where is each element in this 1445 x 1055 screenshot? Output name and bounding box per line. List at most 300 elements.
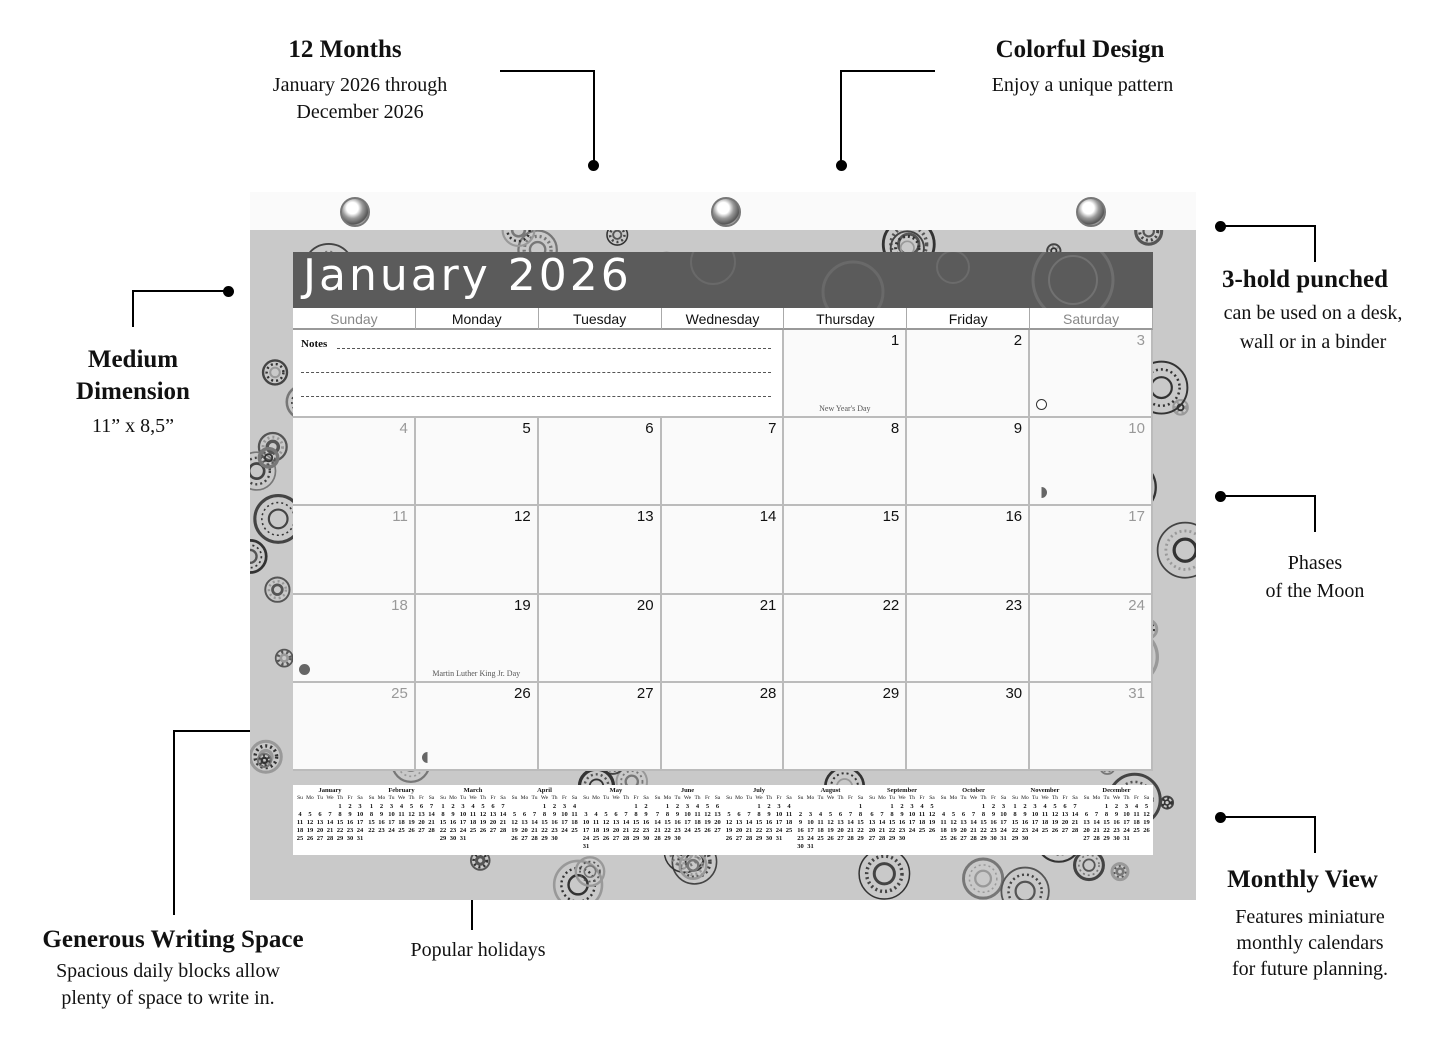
mini-day: 11 (398, 811, 405, 818)
mini-day: 15 (857, 819, 864, 826)
mini-day: 15 (632, 819, 640, 826)
mini-calendar-week (581, 835, 651, 843)
day-cell[interactable] (293, 595, 416, 683)
day-number: 4 (399, 420, 408, 438)
months-callout-dot (588, 160, 599, 171)
mini-day: 23 (642, 827, 650, 834)
pattern-medallion (1112, 864, 1128, 880)
day-number: 20 (636, 596, 654, 614)
mini-day: 8 (858, 811, 863, 818)
mini-weekday: Fr (705, 795, 710, 801)
mini-weekday: We (1112, 795, 1121, 801)
weekday-header: Sunday (293, 308, 416, 330)
mini-day: 15 (439, 819, 447, 826)
mini-day: 14 (326, 819, 334, 826)
day-number: 27 (636, 684, 654, 702)
mini-day: 3 (777, 803, 781, 810)
day-number: 28 (759, 684, 777, 702)
mini-day: 16 (378, 819, 385, 826)
mini-calendar-week (867, 827, 937, 835)
mini-day: 15 (980, 819, 987, 826)
mini-weekday: Su (583, 795, 589, 801)
mini-day (581, 803, 591, 811)
mini-day: 4 (471, 803, 475, 810)
mini-day: 24 (459, 827, 467, 834)
mini-day: 5 (1053, 803, 1057, 810)
mini-day: 16 (765, 819, 773, 826)
mini-calendar-week (653, 827, 723, 835)
mini-day: 11 (296, 819, 304, 826)
mini-day: 20 (1061, 819, 1069, 826)
mini-calendar-week (581, 811, 651, 819)
mini-day (949, 803, 959, 811)
mini-day: 9 (451, 811, 455, 818)
mini-day: 4 (695, 803, 700, 810)
mini-day: 15 (664, 819, 671, 826)
mini-day: 20 (1083, 827, 1090, 834)
mini-day: 15 (336, 819, 344, 826)
mini-day (806, 803, 816, 811)
mini-day: 22 (1011, 827, 1019, 834)
monthly-callout-line-v (1314, 816, 1316, 853)
mini-weekday: Tu (531, 795, 538, 801)
mini-day: 6 (870, 811, 874, 818)
day-cell[interactable] (539, 506, 662, 594)
mini-calendar-week (510, 819, 580, 827)
day-cell[interactable] (907, 506, 1030, 594)
mini-day: 27 (837, 835, 844, 842)
mini-day: 3 (358, 803, 362, 810)
mini-day: 11 (817, 819, 824, 826)
mini-calendar-week (939, 819, 1009, 827)
mini-day: 28 (847, 835, 854, 842)
mini-day: 18 (398, 819, 405, 826)
mini-day: 19 (511, 827, 518, 834)
mini-calendar-week (939, 835, 1009, 843)
day-cell[interactable] (784, 683, 907, 771)
mini-day (621, 803, 631, 811)
mini-day (1040, 835, 1050, 843)
mini-day: 12 (1051, 811, 1059, 818)
mini-day: 2 (348, 803, 352, 810)
mini-day: 24 (582, 835, 590, 842)
mini-calendar (367, 787, 437, 835)
mini-calendar-week (796, 835, 866, 843)
dimension-callout-title-2: Dimension (76, 378, 190, 405)
mini-day: 20 (960, 827, 967, 834)
mini-weekday: Th (479, 795, 487, 801)
mini-day: 16 (642, 819, 650, 826)
day-cell[interactable] (539, 595, 662, 683)
mini-weekday: Fr (991, 795, 996, 801)
mini-calendar-week (724, 811, 794, 819)
day-cell[interactable] (416, 506, 539, 594)
mini-day (325, 803, 335, 811)
mini-day: 31 (459, 835, 467, 842)
mini-day: 10 (356, 811, 364, 818)
mini-calendar-week (367, 819, 437, 827)
mini-day: 26 (479, 827, 487, 834)
mini-calendar (438, 787, 508, 843)
mini-day (796, 803, 806, 811)
mini-day: 9 (675, 811, 680, 818)
mini-calendar-weekdays (438, 795, 508, 803)
mini-day: 18 (918, 819, 926, 826)
mini-weekday: Fr (562, 795, 567, 801)
mini-day: 8 (1013, 811, 1017, 818)
pattern-medallion (1173, 400, 1188, 415)
mini-day: 24 (1031, 827, 1039, 834)
writing-callout-line-v (173, 730, 175, 915)
mini-day: 4 (941, 811, 946, 818)
mini-day: 7 (501, 803, 505, 810)
mini-day: 10 (388, 811, 395, 818)
mini-day (856, 843, 866, 851)
day-cell[interactable] (662, 506, 785, 594)
mini-day: 28 (878, 835, 886, 842)
mini-day: 23 (765, 827, 773, 834)
mini-day: 16 (797, 827, 804, 834)
mini-day: 22 (541, 827, 548, 834)
monthly-callout-text-1: Features miniature (1235, 906, 1385, 928)
mini-day: 25 (571, 827, 578, 834)
mini-weekday: Tu (1032, 795, 1038, 801)
day-cell[interactable] (907, 330, 1030, 418)
pattern-medallion (276, 650, 293, 667)
mini-day: 3 (808, 811, 813, 818)
mini-day: 10 (807, 819, 814, 826)
mini-day: 7 (624, 811, 628, 818)
mini-day: 4 (572, 803, 577, 810)
mini-day: 23 (797, 835, 804, 842)
mini-day: 20 (521, 827, 528, 834)
mini-calendar-week (724, 819, 794, 827)
mini-day: 1 (981, 803, 986, 810)
mini-day (1030, 835, 1040, 843)
mini-weekday: We (755, 795, 763, 801)
mini-day: 31 (1000, 835, 1007, 842)
mini-weekday: Mo (592, 795, 600, 801)
weekday-header: Friday (907, 308, 1030, 330)
mini-day (846, 803, 856, 811)
mini-weekday: Mo (663, 795, 672, 801)
day-cell[interactable] (662, 595, 785, 683)
mini-day: 21 (970, 827, 977, 834)
day-cell[interactable] (539, 683, 662, 771)
day-cell[interactable] (907, 418, 1030, 506)
mini-calendar-week (1010, 819, 1080, 827)
moon-callout-text-1: Phases (1287, 552, 1343, 574)
mini-day: 9 (348, 811, 352, 818)
mini-weekday: Sa (929, 795, 935, 801)
mini-day (693, 835, 703, 843)
mini-day (653, 803, 663, 811)
pattern-medallion (680, 852, 706, 878)
mini-day: 17 (459, 819, 467, 826)
mini-day: 28 (428, 827, 435, 834)
mini-day: 5 (409, 803, 414, 810)
design-callout-line-v (840, 70, 842, 165)
mini-calendar-title: August (820, 787, 841, 794)
mini-day: 30 (797, 843, 804, 850)
mini-day: 28 (622, 835, 630, 842)
mini-day (734, 803, 744, 811)
mini-day: 2 (1114, 803, 1119, 810)
mini-day: 29 (857, 835, 864, 842)
mini-day: 8 (634, 811, 638, 818)
dimension-callout-text: 11” x 8,5” (91, 415, 174, 437)
mini-day: 26 (950, 835, 957, 842)
day-cell[interactable] (539, 418, 662, 506)
mini-calendar-weekdays (581, 795, 651, 803)
day-cell[interactable] (784, 595, 907, 683)
mini-day (927, 835, 937, 843)
day-cell[interactable] (1030, 418, 1153, 506)
mini-day: 27 (960, 835, 967, 842)
day-cell[interactable] (662, 683, 785, 771)
mini-calendar-week (724, 827, 794, 835)
day-cell[interactable] (907, 683, 1030, 771)
day-cell[interactable] (907, 595, 1030, 683)
mini-weekday: Th (694, 795, 701, 801)
dimension-callout-dot (223, 286, 234, 297)
mini-day: 18 (1133, 819, 1140, 826)
mini-calendar-week (581, 819, 651, 827)
mini-day (570, 835, 580, 843)
mini-day: 7 (747, 811, 751, 818)
mini-day: 9 (644, 811, 648, 818)
mini-day: 21 (847, 827, 854, 834)
mini-calendar-week (796, 811, 866, 819)
holidays-callout-text: Popular holidays (410, 939, 546, 961)
mini-day: 5 (727, 811, 731, 818)
mini-calendar-title: February (388, 787, 415, 794)
day-cell[interactable] (416, 595, 539, 683)
moon-full-icon (1036, 399, 1047, 410)
mini-day: 20 (714, 819, 721, 826)
mini-calendar-title: April (537, 787, 552, 794)
notes-block[interactable] (293, 330, 784, 418)
design-callout-title: Colorful Design (995, 36, 1165, 63)
mini-day: 18 (571, 819, 578, 826)
mini-day: 18 (592, 827, 600, 834)
mini-calendar-week (653, 835, 723, 843)
mini-day: 17 (561, 819, 568, 826)
writing-callout-line-h (173, 730, 253, 732)
mini-day: 16 (1113, 819, 1120, 826)
mini-day: 19 (479, 819, 487, 826)
mini-day: 22 (857, 827, 864, 834)
mini-weekday: Sa (714, 795, 721, 801)
mini-day: 15 (368, 819, 375, 826)
mini-weekday: Sa (643, 795, 649, 801)
mini-day: 22 (439, 827, 447, 834)
day-cell[interactable] (784, 330, 907, 418)
mini-day: 10 (582, 819, 590, 826)
day-number: 5 (522, 420, 531, 438)
day-number: 25 (391, 684, 408, 702)
mini-weekday: Th (408, 795, 415, 801)
mini-day: 23 (346, 827, 354, 834)
mini-day (591, 803, 601, 811)
mini-calendar-title: June (680, 787, 695, 794)
mini-weekday: Su (726, 795, 732, 801)
moon-first-quarter-icon (422, 752, 433, 763)
day-cell[interactable] (293, 418, 416, 506)
mini-day: 29 (336, 835, 344, 842)
day-number: 1 (890, 332, 900, 349)
mini-weekday: Mo (806, 795, 815, 801)
mini-day: 12 (950, 819, 957, 826)
mini-day: 25 (785, 827, 793, 834)
mini-day: 12 (725, 819, 733, 826)
mini-day: 21 (654, 827, 661, 834)
mini-day: 21 (622, 827, 630, 834)
mini-day: 31 (775, 835, 783, 842)
mini-day: 3 (584, 811, 588, 818)
mini-weekday: Su (1012, 795, 1018, 801)
mini-day: 13 (489, 811, 497, 818)
mini-day (621, 843, 631, 851)
mini-calendar-week (653, 811, 723, 819)
mini-day: 15 (541, 819, 548, 826)
mini-day (713, 835, 723, 843)
day-cell[interactable] (662, 418, 785, 506)
mini-weekday: We (326, 795, 334, 801)
day-cell[interactable] (1030, 683, 1153, 771)
day-cell[interactable] (784, 506, 907, 594)
punched-callout-text-1: can be used on a desk, (1223, 302, 1403, 324)
day-cell[interactable] (1030, 330, 1153, 418)
mini-day: 5 (828, 811, 833, 818)
mini-day: 24 (1000, 827, 1007, 834)
mini-day (510, 803, 520, 811)
day-cell[interactable] (1030, 595, 1153, 683)
mini-day: 5 (308, 811, 312, 818)
mini-calendar-week (295, 835, 365, 843)
mini-day (1092, 803, 1102, 811)
mini-calendar-week (1010, 803, 1080, 811)
day-cell[interactable] (416, 683, 539, 771)
mini-weekday: Th (837, 795, 844, 801)
mini-day: 8 (441, 811, 445, 818)
mini-day: 25 (398, 827, 405, 834)
mini-day: 4 (399, 803, 404, 810)
mini-day: 9 (798, 819, 803, 826)
mini-weekday: We (969, 795, 978, 801)
mini-day: 6 (961, 811, 966, 818)
mini-day (867, 803, 877, 811)
mini-day: 20 (316, 827, 324, 834)
mini-day: 5 (705, 803, 710, 810)
mini-day: 28 (654, 835, 661, 842)
mini-day: 18 (817, 827, 824, 834)
mini-day: 12 (827, 819, 834, 826)
mini-day: 17 (388, 819, 395, 826)
day-cell[interactable] (1030, 506, 1153, 594)
mini-calendar (796, 787, 866, 851)
mini-day: 19 (725, 827, 733, 834)
mini-day: 17 (356, 819, 364, 826)
mini-day: 26 (827, 835, 834, 842)
mini-day: 17 (582, 827, 590, 834)
mini-weekday: Tu (317, 795, 323, 801)
mini-day: 27 (1061, 827, 1069, 834)
mini-day: 19 (602, 827, 610, 834)
day-number: 12 (514, 508, 531, 526)
day-cell[interactable] (784, 418, 907, 506)
mini-day (724, 803, 734, 811)
day-cell[interactable] (416, 418, 539, 506)
day-number: 11 (392, 508, 408, 526)
mini-day: 25 (1133, 827, 1140, 834)
mini-day: 26 (408, 827, 415, 834)
day-cell[interactable] (293, 683, 416, 771)
mini-calendar-week (867, 819, 937, 827)
mini-day: 22 (888, 827, 896, 834)
mini-day: 16 (1021, 819, 1029, 826)
mini-calendar (1082, 787, 1152, 843)
mini-day: 24 (356, 827, 364, 834)
mini-day: 21 (531, 827, 538, 834)
mini-weekday: We (1041, 795, 1049, 801)
mini-day: 27 (1083, 835, 1090, 842)
mini-calendar-weekdays (1082, 795, 1152, 803)
mini-day: 25 (469, 827, 477, 834)
mini-day: 23 (378, 827, 385, 834)
mini-day: 22 (368, 827, 375, 834)
mini-calendar-weekdays (939, 795, 1009, 803)
mini-day: 2 (991, 803, 996, 810)
mini-day: 7 (1094, 811, 1099, 818)
mini-calendar (939, 787, 1009, 843)
mini-calendar-week (653, 819, 723, 827)
day-number: 29 (882, 684, 900, 702)
day-number: 6 (645, 420, 654, 438)
mini-day (601, 843, 611, 851)
mini-calendar-title: November (1030, 787, 1060, 794)
mini-day: 6 (491, 803, 495, 810)
mini-calendar-weekdays (653, 795, 723, 803)
mini-weekday: Th (336, 795, 344, 801)
mini-day: 28 (970, 835, 977, 842)
mini-day: 29 (541, 835, 548, 842)
mini-day: 17 (1031, 819, 1039, 826)
mini-weekday: Sa (571, 795, 578, 801)
mini-day: 15 (755, 819, 763, 826)
mini-day: 23 (990, 827, 997, 834)
mini-day: 29 (755, 835, 763, 842)
mini-day: 20 (612, 827, 620, 834)
mini-weekday: We (898, 795, 906, 801)
mini-calendar-week (438, 811, 508, 819)
dimension-callout-title-1: Medium (87, 346, 179, 373)
mini-calendar-weekdays (867, 795, 937, 803)
mini-day: 14 (1093, 819, 1100, 826)
mini-day: 28 (1071, 827, 1079, 834)
mini-day: 25 (296, 835, 304, 842)
mini-weekday: Su (368, 795, 375, 801)
mini-day: 14 (499, 811, 507, 818)
day-cell[interactable] (293, 506, 416, 594)
notes-line (301, 372, 771, 373)
binder-hole-center (711, 197, 741, 227)
mini-day: 4 (787, 803, 791, 810)
pattern-medallion (263, 360, 287, 384)
mini-day (969, 803, 979, 811)
mini-calendar-title: September (887, 787, 917, 794)
mini-day: 11 (592, 819, 600, 826)
